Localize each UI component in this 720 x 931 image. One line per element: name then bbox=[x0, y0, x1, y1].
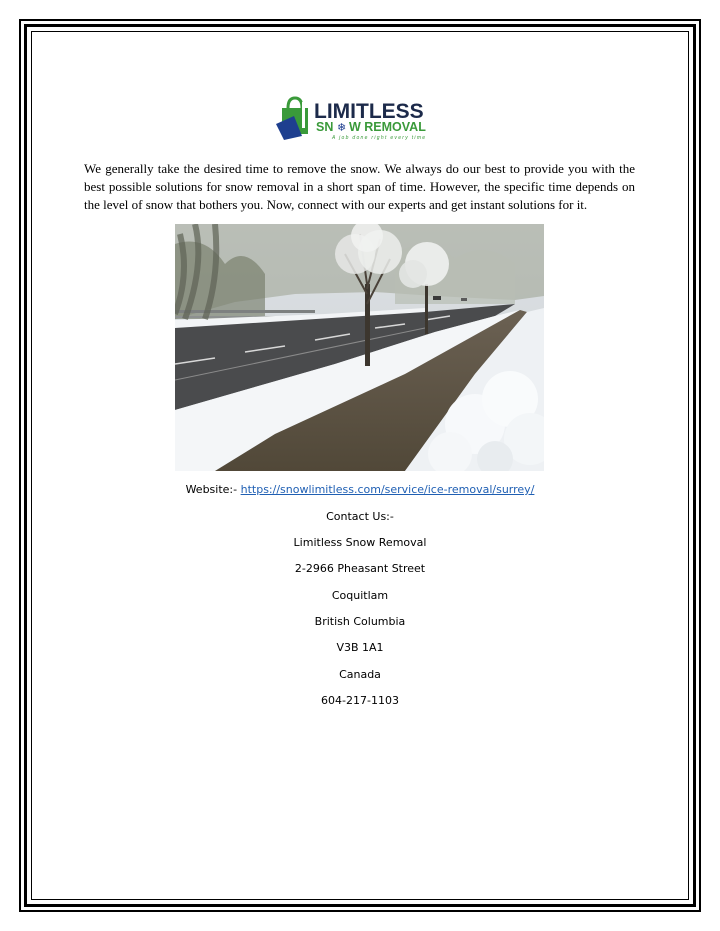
logo-title: LIMITLESS bbox=[314, 100, 424, 123]
company-name: Limitless Snow Removal bbox=[293, 536, 427, 549]
snowflake-icon: ❄ bbox=[337, 121, 347, 134]
contact-heading: Contact Us:- bbox=[326, 510, 394, 523]
country: Canada bbox=[339, 668, 381, 681]
website-label: Website:- bbox=[185, 483, 241, 496]
company-logo bbox=[272, 94, 444, 142]
website-link[interactable]: https://snowlimitless.com/service/ice-removal/surrey/ bbox=[240, 483, 535, 496]
phone-number: 604-217-1103 bbox=[321, 694, 399, 707]
street-address: 2-2966 Pheasant Street bbox=[294, 562, 426, 575]
logo-tagline: A job done right every time bbox=[332, 135, 427, 141]
intro-paragraph: We generally take the desired time to remove the snow. We always do our best to provide you with the best possible solutions for snow removal in a short span of time. However, the specific time depends on the level of snow that bothers you. Now, connect with our experts and get instant solutions for it. bbox=[84, 161, 635, 212]
logo-subtitle-part2: W REMOVAL bbox=[349, 120, 426, 134]
snow-sidewalk-photo bbox=[175, 224, 544, 471]
logo-subtitle-part1: SN bbox=[316, 120, 334, 134]
postal-code: V3B 1A1 bbox=[336, 641, 384, 654]
website-line bbox=[36, 483, 684, 497]
province: British Columbia bbox=[314, 615, 406, 628]
city: Coquitlam bbox=[331, 589, 389, 602]
